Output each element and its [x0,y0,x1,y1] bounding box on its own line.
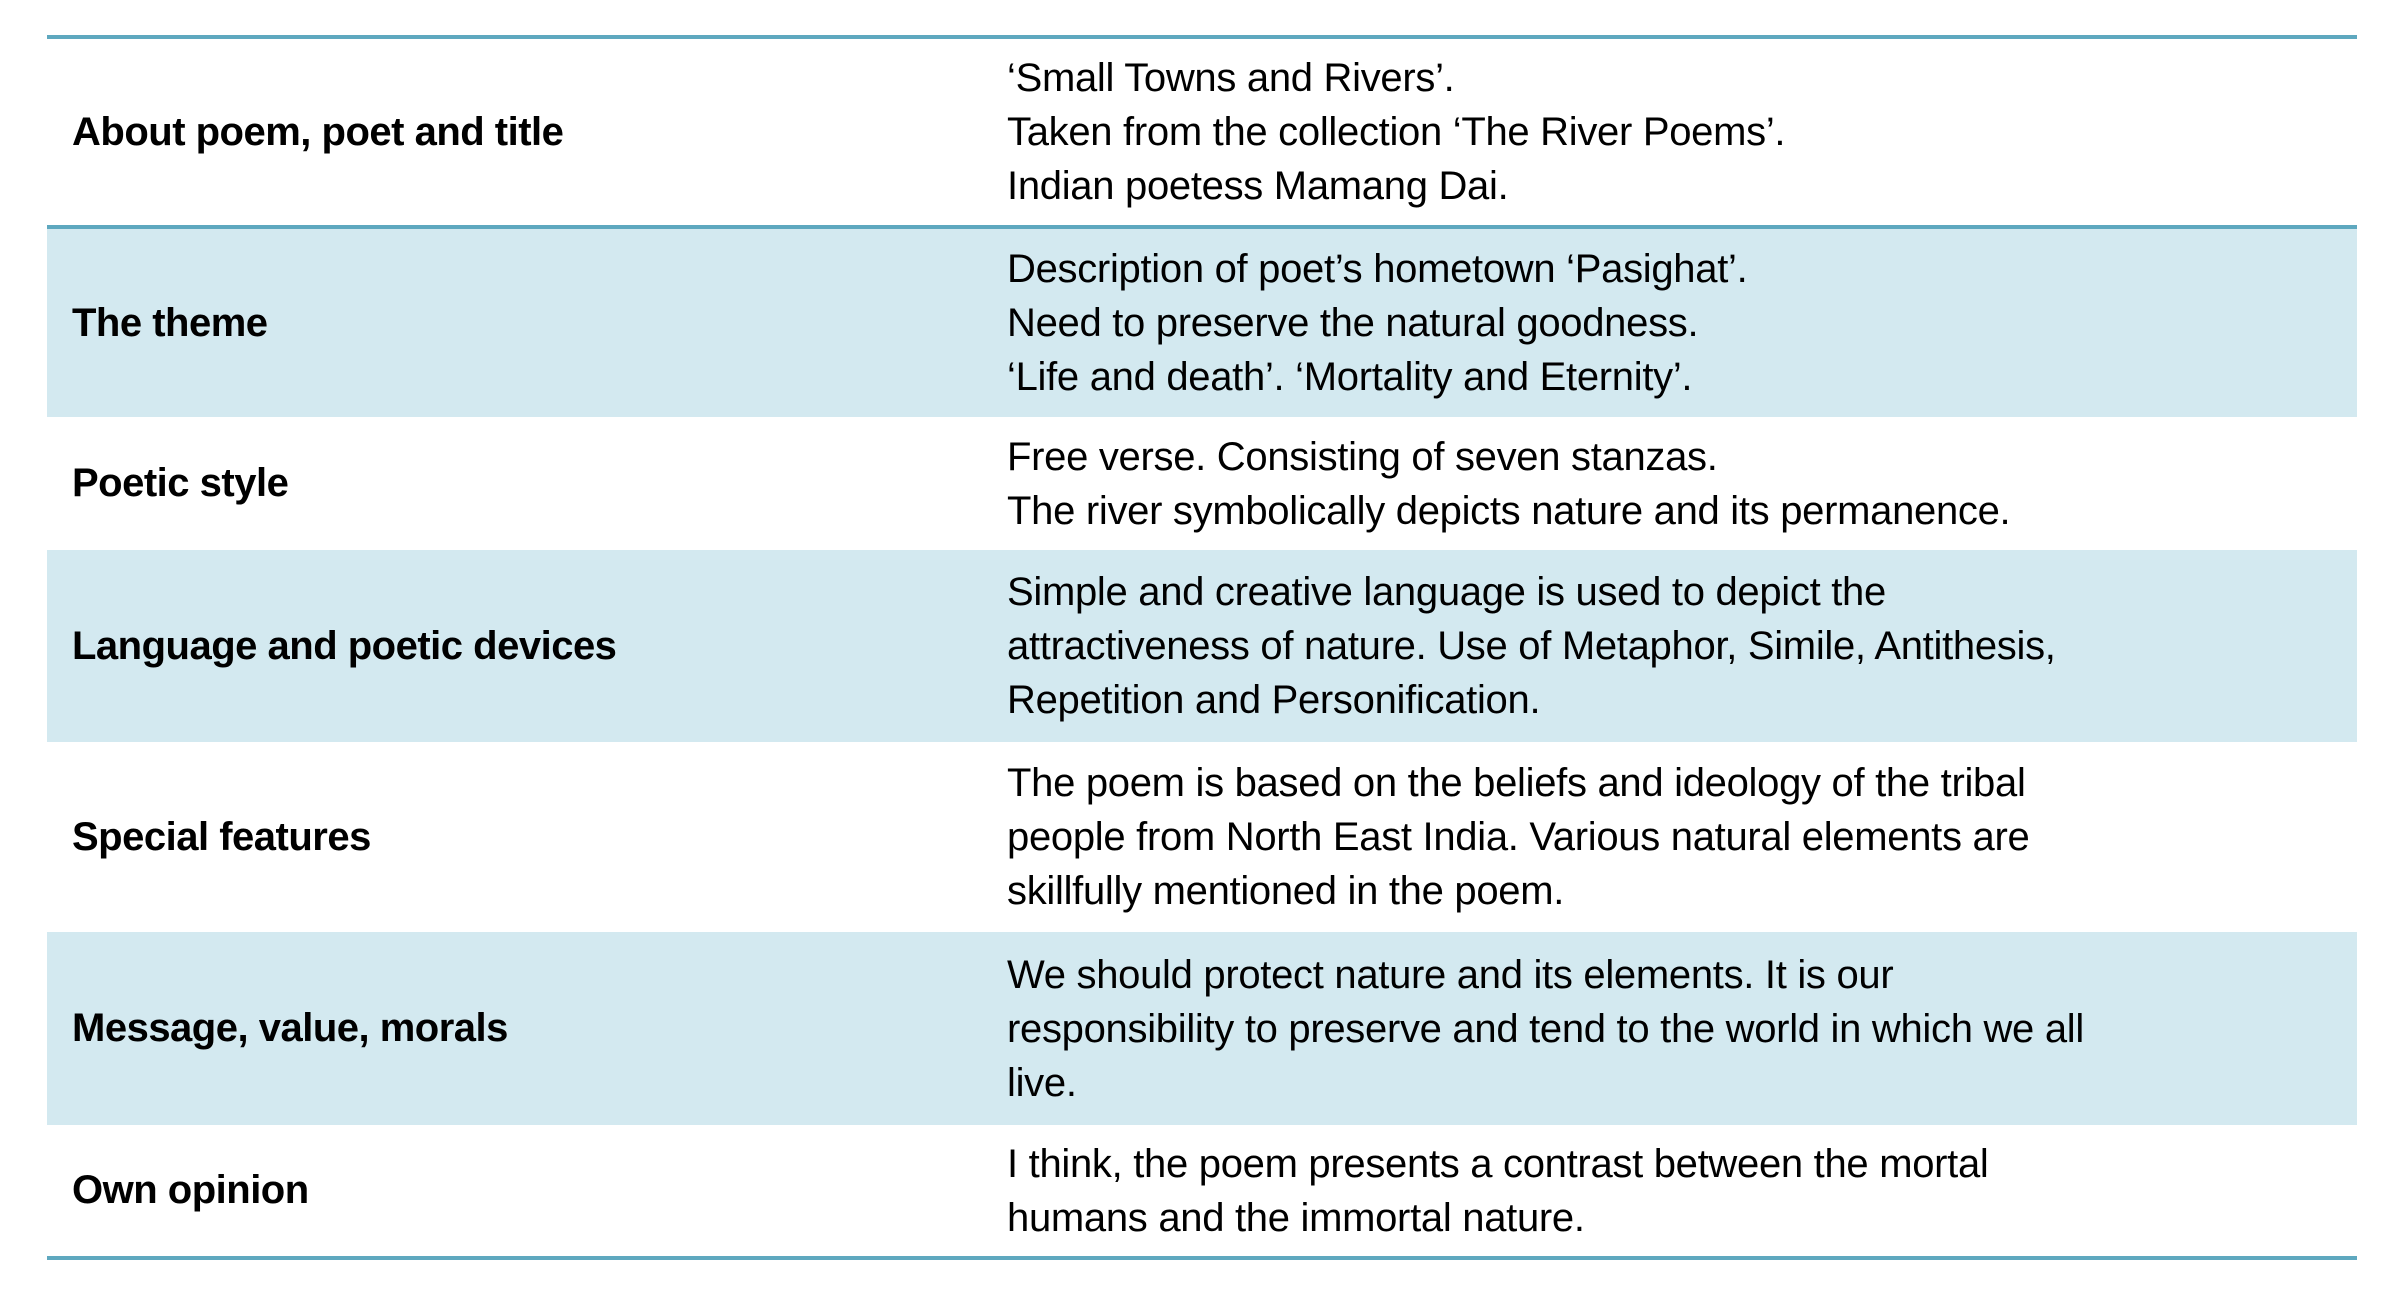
row-value [991,1137,2357,1245]
value-line: responsibility to preserve and tend to the world in which we all [1007,1006,2084,1051]
value-line: Simple and creative language is used to depict the [1007,570,1886,614]
value-line: Need to preserve the natural goodness. [1007,301,1699,345]
value-line: Description of poet’s hometown ‘Pasighat’. [1007,247,1748,291]
value-line: I think, the poem presents a contrast between the mortal [1007,1141,1989,1186]
value-line: ‘Life and death’. ‘Mortality and Eternity’. [1007,355,1693,399]
table-row-theme [47,229,2357,417]
table-row-opinion [47,1125,2357,1256]
value-line: The river symbolically depicts nature and its permanence. [1007,488,2011,533]
table-row-message [47,932,2357,1125]
value-line: attractiveness of nature. Use of Metaphor, Simile, Antithesis, [1007,624,2056,668]
row-label: Own opinion [72,1168,309,1212]
table-row-about [47,39,2357,225]
row-label: Message, value, morals [72,1006,508,1050]
bottom-rule [47,1256,2357,1260]
poem-analysis-table [47,35,2357,1260]
row-label: Language and poetic devices [72,623,617,668]
value-line: humans and the immortal nature. [1007,1195,1585,1240]
value-line: The poem is based on the beliefs and ideology of the tribal [1007,761,2026,805]
table-row-features [47,742,2357,932]
value-line: skillfully mentioned in the poem. [1007,869,1565,913]
table-row-style [47,417,2357,550]
value-line: ‘Small Towns and Rivers’. [1007,56,1455,100]
row-label: Special features [72,814,371,859]
value-line: We should protect nature and its elements. It is our [1007,952,1894,997]
row-value [991,430,2357,538]
table-row-language [47,550,2357,742]
row-value [991,565,2357,727]
row-label: The theme [72,300,268,345]
value-line: Repetition and Personification. [1007,678,1541,722]
row-value [991,756,2357,918]
value-line: Taken from the collection ‘The River Poems’. [1007,110,1786,154]
row-label: About poem, poet and title [72,109,564,154]
row-label: Poetic style [72,461,289,505]
row-value [991,242,2357,404]
row-value [991,51,2357,213]
value-line: live. [1007,1060,1077,1105]
value-line: Indian poetess Mamang Dai. [1007,164,1509,208]
value-line: people from North East India. Various natural elements are [1007,815,2030,859]
row-value [991,948,2357,1110]
value-line: Free verse. Consisting of seven stanzas. [1007,434,1718,479]
